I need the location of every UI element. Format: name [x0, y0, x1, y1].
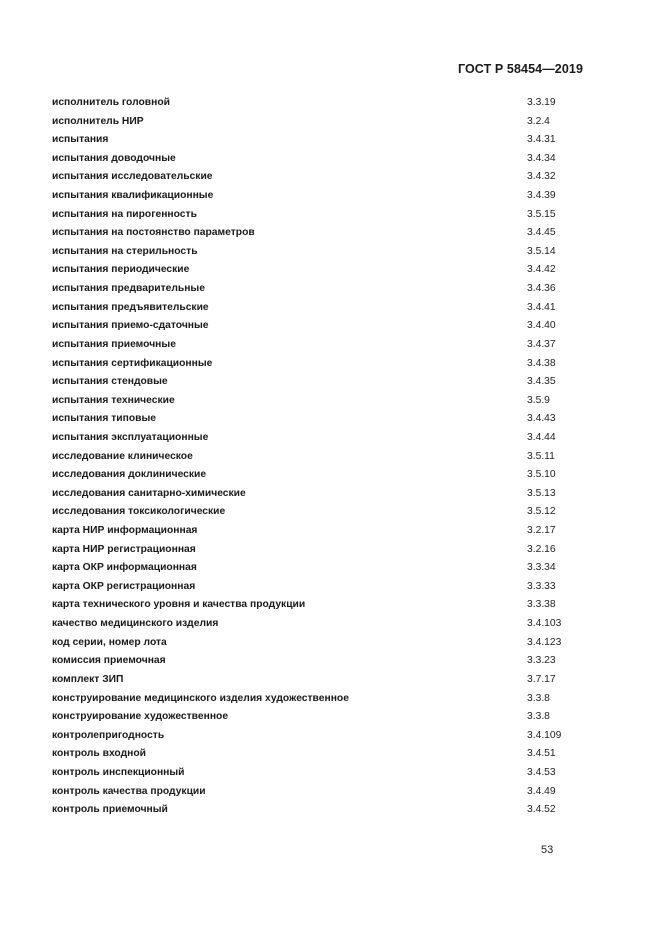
index-entry — [52, 710, 612, 729]
index-entry — [52, 747, 612, 766]
index-entry — [52, 505, 612, 524]
index-entry — [52, 580, 612, 599]
index-entry — [52, 96, 612, 115]
index-ref: 3.4.40 — [527, 320, 556, 332]
index-term: исследование клиническое — [52, 450, 193, 462]
index-entry — [52, 152, 612, 171]
index-term: контроль качества продукции — [52, 785, 206, 797]
index-ref: 3.4.42 — [527, 264, 556, 276]
index-term: контролепригодность — [52, 729, 165, 741]
index-ref: 3.4.31 — [527, 134, 556, 146]
index-term: карта ОКР информационная — [52, 562, 197, 574]
index-entry — [52, 729, 612, 748]
index-entry — [52, 636, 612, 655]
index-term: испытания на стерильность — [52, 245, 198, 257]
index-ref: 3.4.51 — [527, 748, 556, 760]
index-entry — [52, 226, 612, 245]
index-entry — [52, 468, 612, 487]
index-term: исследования санитарно-химические — [52, 487, 246, 499]
index-term: контроль приемочный — [52, 804, 168, 816]
index-entry — [52, 301, 612, 320]
index-entry — [52, 115, 612, 134]
index-ref: 3.3.34 — [527, 562, 556, 574]
index-term: контроль входной — [52, 748, 146, 760]
index-entry — [52, 170, 612, 189]
index-term: испытания технические — [52, 394, 175, 406]
index-entry — [52, 263, 612, 282]
index-term: карта НИР регистрационная — [52, 543, 196, 555]
index-entry — [52, 450, 612, 469]
index-ref: 3.4.45 — [527, 227, 556, 239]
index-entry — [52, 561, 612, 580]
index-entry — [52, 282, 612, 301]
index-entry — [52, 654, 612, 673]
index-ref: 3.5.10 — [527, 469, 556, 481]
index-term: код серии, номер лота — [52, 636, 167, 648]
index-entry — [52, 543, 612, 562]
index-term: испытания приемочные — [52, 338, 176, 350]
index-term: испытания предъявительские — [52, 301, 209, 313]
alphabetical-index — [52, 96, 612, 822]
index-term: комплект ЗИП — [52, 673, 124, 685]
index-term: испытания квалификационные — [52, 190, 214, 202]
index-ref: 3.5.9 — [527, 394, 550, 406]
index-entry — [52, 785, 612, 804]
index-term: исследования токсикологические — [52, 506, 226, 518]
index-entry — [52, 133, 612, 152]
index-term: испытания доводочные — [52, 152, 176, 164]
index-entry — [52, 617, 612, 636]
index-term: испытания стендовые — [52, 376, 168, 388]
index-entry — [52, 338, 612, 357]
index-ref: 3.2.4 — [527, 115, 550, 127]
page-number: 53 — [541, 844, 554, 856]
index-term: испытания периодические — [52, 264, 190, 276]
index-entry — [52, 803, 612, 822]
index-ref: 3.3.8 — [527, 692, 550, 704]
index-term: испытания типовые — [52, 413, 156, 425]
index-ref: 3.4.44 — [527, 431, 556, 443]
index-term: испытания сертификационные — [52, 357, 213, 369]
index-term: испытания приемо-сдаточные — [52, 320, 209, 332]
index-ref: 3.5.14 — [527, 245, 556, 257]
index-ref: 3.5.15 — [527, 208, 556, 220]
index-ref: 3.4.34 — [527, 152, 556, 164]
document-header: ГОСТ Р 58454—2019 — [457, 62, 583, 76]
index-ref: 3.2.17 — [527, 525, 556, 537]
index-term: исполнитель головной — [52, 97, 170, 108]
index-term: контроль инспекционный — [52, 766, 185, 778]
index-ref: 3.4.39 — [527, 190, 556, 202]
index-entry — [52, 319, 612, 338]
index-term: исследования доклинические — [52, 469, 207, 481]
index-term: испытания эксплуатационные — [52, 431, 209, 443]
index-term: карта технического уровня и качества продукции — [52, 599, 306, 611]
index-ref: 3.4.103 — [527, 618, 562, 630]
index-ref: 3.4.109 — [527, 729, 562, 741]
index-ref: 3.5.13 — [527, 487, 556, 499]
index-ref: 3.3.19 — [527, 97, 556, 108]
index-entry — [52, 189, 612, 208]
index-ref: 3.4.36 — [527, 283, 556, 295]
index-term: испытания на пирогенность — [52, 208, 197, 220]
index-ref: 3.7.17 — [527, 673, 556, 685]
index-entry — [52, 673, 612, 692]
index-term: испытания — [52, 134, 109, 146]
index-ref: 3.4.35 — [527, 376, 556, 388]
index-ref: 3.3.33 — [527, 580, 556, 592]
index-ref: 3.4.53 — [527, 766, 556, 778]
index-ref: 3.4.41 — [527, 301, 556, 313]
index-term: исполнитель НИР — [52, 115, 144, 127]
index-entry — [52, 487, 612, 506]
index-term: испытания предварительные — [52, 283, 205, 295]
index-entry — [52, 208, 612, 227]
index-term: качество медицинского изделия — [52, 618, 219, 630]
index-term: конструирование медицинского изделия художественное — [52, 692, 349, 704]
index-entry — [52, 412, 612, 431]
index-ref: 3.5.12 — [527, 506, 556, 518]
index-ref: 3.3.8 — [527, 711, 550, 723]
index-ref: 3.4.123 — [527, 636, 562, 648]
index-term: конструирование художественное — [52, 711, 229, 723]
index-ref: 3.3.38 — [527, 599, 556, 611]
index-ref: 3.4.43 — [527, 413, 556, 425]
index-entry — [52, 598, 612, 617]
index-entry — [52, 524, 612, 543]
index-term: испытания на постоянство параметров — [52, 227, 255, 239]
index-ref: 3.4.52 — [527, 804, 556, 816]
index-ref: 3.4.37 — [527, 338, 556, 350]
index-ref: 3.5.11 — [527, 450, 555, 462]
index-ref: 3.4.32 — [527, 171, 556, 183]
index-term: карта ОКР регистрационная — [52, 580, 196, 592]
index-ref: 3.3.23 — [527, 655, 556, 667]
index-entry — [52, 357, 612, 376]
index-term: карта НИР информационная — [52, 525, 198, 537]
index-term: комиссия приемочная — [52, 655, 166, 667]
index-entry — [52, 245, 612, 264]
index-ref: 3.4.49 — [527, 785, 556, 797]
index-entry — [52, 766, 612, 785]
index-ref: 3.4.38 — [527, 357, 556, 369]
index-ref: 3.2.16 — [527, 543, 556, 555]
index-entry — [52, 431, 612, 450]
index-entry — [52, 692, 612, 711]
index-entry — [52, 394, 612, 413]
index-term: испытания исследовательские — [52, 171, 213, 183]
index-entry — [52, 375, 612, 394]
